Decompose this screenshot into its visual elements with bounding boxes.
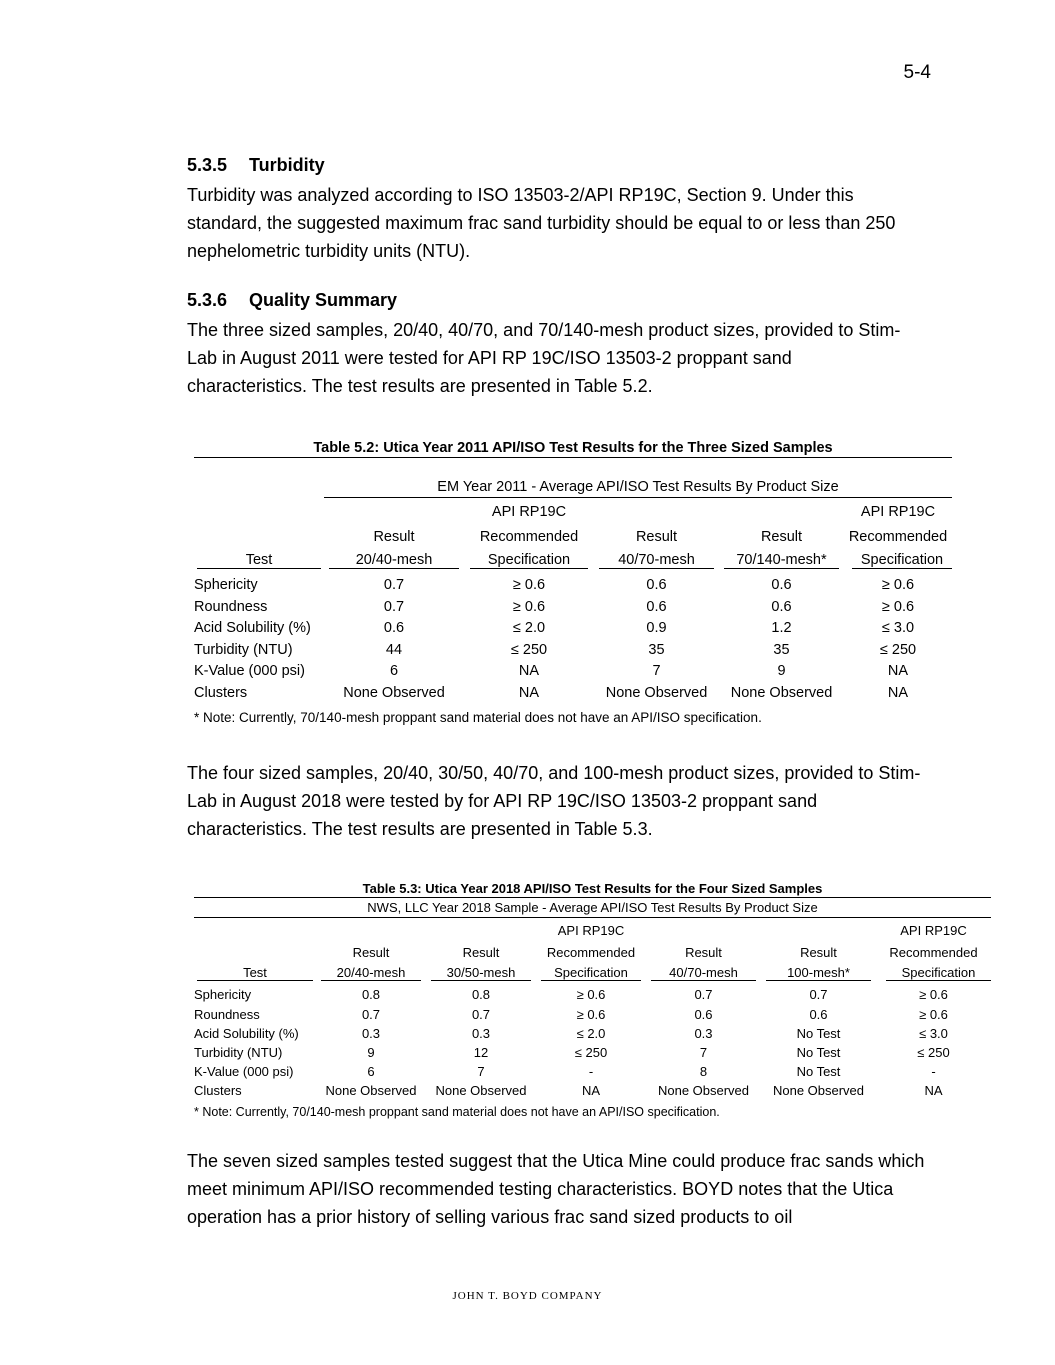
table-note: * Note: Currently, 70/140-mesh proppant sand material does not have an API/ISO specification. — [194, 710, 762, 725]
table-cell: 0.7 — [694, 987, 713, 1002]
column-header-line1: Result — [800, 945, 837, 960]
turbidity-paragraph: Turbidity was analyzed according to ISO 13503-2/API RP19C, Section 9. Under this standard, the suggested maximum frac sand turbidity should be equal to or less than 250 nephelometric turbidity units (NTU). — [187, 185, 896, 261]
column-header-line1: Result — [685, 945, 722, 960]
table-row — [194, 984, 991, 1005]
table-cell: 0.6 — [646, 598, 667, 615]
group-header: NWS, LLC Year 2018 Sample - Average API/ISO Test Results By Product Size — [194, 898, 991, 918]
table-cell: ≤ 250 — [510, 641, 548, 658]
table-5-3-intro-paragraph: The four sized samples, 20/40, 30/50, 40/70, and 100-mesh product sizes, provided to Stim-Lab in August 2018 were tested by for API RP 19C/ISO 13503-2 proppant sand characteristics. The test results are presented in Table 5.3. — [187, 763, 921, 839]
api-label: API RP19C — [491, 504, 567, 520]
table-cell: 0.6 — [646, 576, 667, 593]
table-cell: None Observed — [325, 1083, 417, 1098]
table-cell: - — [588, 1064, 594, 1079]
conclusion-paragraph: The seven sized samples tested suggest that the Utica Mine could produce frac sands which meet minimum API/ISO recommended testing characteristics. BOYD notes that the Utica operation has a prior history of selling various frac sand sized products to oil — [187, 1151, 925, 1227]
row-label: Acid Solubility (%) — [194, 1026, 299, 1041]
table-cell: 9 — [367, 1045, 375, 1060]
table-cell: 0.7 — [809, 987, 828, 1002]
table-cell: 0.7 — [361, 1007, 381, 1022]
table-cell: 6 — [389, 663, 399, 679]
table-cell: 9 — [777, 663, 786, 679]
page-content — [187, 152, 978, 1231]
table-caption: Table 5.3: Utica Year 2018 API/ISO Test Results for the Four Sized Samples — [362, 881, 823, 896]
column-header-line1: Recommended — [889, 945, 978, 960]
table-row — [194, 639, 952, 660]
table-cell: No Test — [796, 1064, 841, 1079]
row-label: Acid Solubility (%) — [194, 620, 311, 636]
section-title: Turbidity — [249, 155, 325, 175]
row-label: Clusters — [194, 685, 248, 701]
table-cell: 0.6 — [383, 620, 405, 636]
table-row — [194, 1081, 991, 1100]
column-header-line1: Result — [462, 945, 500, 960]
section-heading-turbidity — [187, 152, 967, 178]
table-row — [194, 1005, 991, 1024]
section-title: Quality Summary — [249, 290, 398, 310]
table-cell: 35 — [648, 641, 665, 658]
table-cell: ≤ 250 — [574, 1045, 608, 1060]
table-cell: ≤ 3.0 — [881, 620, 915, 636]
table-cell: 0.9 — [646, 620, 667, 636]
table-note: * Note: Currently, 70/140-mesh proppant sand material does not have an API/ISO specification. — [194, 1105, 720, 1119]
row-label: Roundness — [194, 1007, 260, 1022]
table-cell: 7 — [477, 1064, 485, 1079]
table-caption: Table 5.2: Utica Year 2011 API/ISO Test Results for the Three Sized Samples — [194, 440, 952, 458]
column-header-line1: Result — [373, 529, 415, 545]
column-header: 70/140-mesh* — [724, 552, 839, 569]
row-label: K-Value (000 psi) — [194, 663, 305, 679]
table-cell: 35 — [773, 641, 790, 658]
table-cell: 6 — [367, 1064, 375, 1079]
table-cell: 0.3 — [694, 1026, 713, 1041]
column-header-line1: Result — [635, 529, 678, 545]
column-header-line1: Result — [352, 945, 390, 960]
table-cell: ≤ 3.0 — [919, 1026, 948, 1041]
table-row — [194, 682, 952, 704]
table-cell: 0.3 — [361, 1026, 381, 1041]
section-heading-quality-summary — [187, 287, 967, 313]
table-5-3-grid — [194, 897, 991, 1100]
table-row — [194, 1024, 991, 1043]
column-header: 40/70-mesh — [651, 965, 756, 981]
table-cell: - — [931, 1064, 936, 1079]
column-header: Test — [197, 552, 321, 569]
table-cell: ≤ 250 — [879, 641, 917, 658]
section-number: 5.3.6 — [187, 290, 228, 310]
table-5-3 — [194, 881, 991, 1119]
table-row — [194, 617, 952, 639]
table-cell: ≥ 0.6 — [881, 598, 915, 615]
table-5-2 — [194, 440, 952, 725]
row-label: Sphericity — [194, 987, 252, 1002]
table-cell: 12 — [473, 1045, 489, 1060]
table-cell: 8 — [699, 1064, 708, 1079]
row-label: Clusters — [194, 1083, 242, 1098]
column-header-line1: Recommended — [479, 529, 579, 545]
table-cell: 0.7 — [383, 576, 405, 593]
table-cell: ≥ 0.6 — [576, 987, 606, 1002]
table-cell: NA — [924, 1083, 943, 1098]
table-row — [194, 1062, 991, 1081]
column-header: Specification — [470, 552, 588, 569]
group-header: EM Year 2011 - Average API/ISO Test Results By Product Size — [324, 476, 952, 498]
table-cell: ≥ 0.6 — [512, 576, 546, 593]
table-cell: None Observed — [605, 685, 708, 701]
row-label: Turbidity (NTU) — [194, 641, 293, 658]
table-cell: 1.2 — [771, 620, 792, 636]
table-cell: ≤ 2.0 — [512, 620, 546, 636]
table-cell: 0.6 — [809, 1007, 828, 1022]
column-header: 20/40-mesh — [321, 965, 421, 981]
table-cell: NA — [518, 663, 540, 679]
table-cell: None Observed — [772, 1083, 865, 1098]
table-cell: No Test — [796, 1026, 841, 1041]
row-label: K-Value (000 psi) — [194, 1064, 294, 1079]
table-cell: 0.7 — [471, 1007, 491, 1022]
row-label: Sphericity — [194, 576, 258, 593]
quality-summary-paragraph: The three sized samples, 20/40, 40/70, and 70/140-mesh product sizes, provided to Stim-Lab in August 2011 were tested for API RP 19C/ISO 13503-2 proppant sand characteristics. The test results are presented in Table 5.2. — [187, 320, 901, 396]
table-cell: 0.6 — [771, 576, 792, 593]
column-header: 30/50-mesh — [431, 965, 531, 981]
table-5-2-grid — [194, 476, 952, 704]
table-cell: ≤ 2.0 — [576, 1026, 606, 1041]
api-label: API RP19C — [900, 923, 967, 938]
table-cell: NA — [518, 685, 540, 701]
table-cell: ≥ 0.6 — [919, 1007, 948, 1022]
table-cell: ≥ 0.6 — [512, 598, 546, 615]
column-header: Specification — [852, 552, 952, 569]
column-header-line1: Result — [760, 529, 803, 545]
column-header: 40/70-mesh — [599, 552, 714, 569]
table-row — [194, 1043, 991, 1062]
table-cell: NA — [887, 685, 909, 701]
column-header: Specification — [886, 965, 991, 981]
table-row — [194, 596, 952, 617]
table-cell: 0.7 — [383, 598, 405, 615]
table-cell: 0.3 — [471, 1026, 491, 1041]
table-cell: No Test — [796, 1045, 841, 1060]
page-number: 5-4 — [903, 62, 931, 83]
column-header: 20/40-mesh — [329, 552, 459, 569]
table-cell: ≤ 250 — [917, 1045, 950, 1060]
api-label: API RP19C — [557, 923, 625, 938]
table-cell: None Observed — [435, 1083, 527, 1098]
row-label: Roundness — [194, 598, 268, 615]
table-cell: 7 — [699, 1045, 708, 1060]
table-row — [194, 660, 952, 682]
table-cell: 0.8 — [361, 987, 381, 1002]
table-cell: 44 — [385, 641, 403, 658]
table-cell: 7 — [652, 663, 661, 679]
table-cell: None Observed — [657, 1083, 750, 1098]
section-number: 5.3.5 — [187, 155, 228, 175]
table-cell: None Observed — [343, 685, 445, 701]
row-label: Turbidity (NTU) — [194, 1045, 283, 1060]
column-header-line1: Recommended — [546, 945, 636, 960]
table-cell: ≥ 0.6 — [881, 576, 915, 593]
table-cell: 0.6 — [771, 598, 792, 615]
footer-company-name: JOHN T. BOYD COMPANY — [452, 1290, 603, 1302]
column-header-line1: Recommended — [848, 529, 948, 545]
column-header: Specification — [541, 965, 641, 981]
table-row — [194, 573, 952, 596]
table-cell: ≥ 0.6 — [919, 987, 948, 1002]
table-cell: 0.8 — [471, 987, 491, 1002]
api-label: API RP19C — [860, 504, 936, 520]
table-cell: ≥ 0.6 — [576, 1007, 606, 1022]
table-cell: None Observed — [730, 685, 833, 701]
column-header: Test — [197, 965, 313, 981]
table-cell: 0.6 — [694, 1007, 713, 1022]
table-cell: NA — [581, 1083, 601, 1098]
column-header: 100-mesh* — [766, 965, 871, 981]
table-cell: NA — [887, 663, 909, 679]
